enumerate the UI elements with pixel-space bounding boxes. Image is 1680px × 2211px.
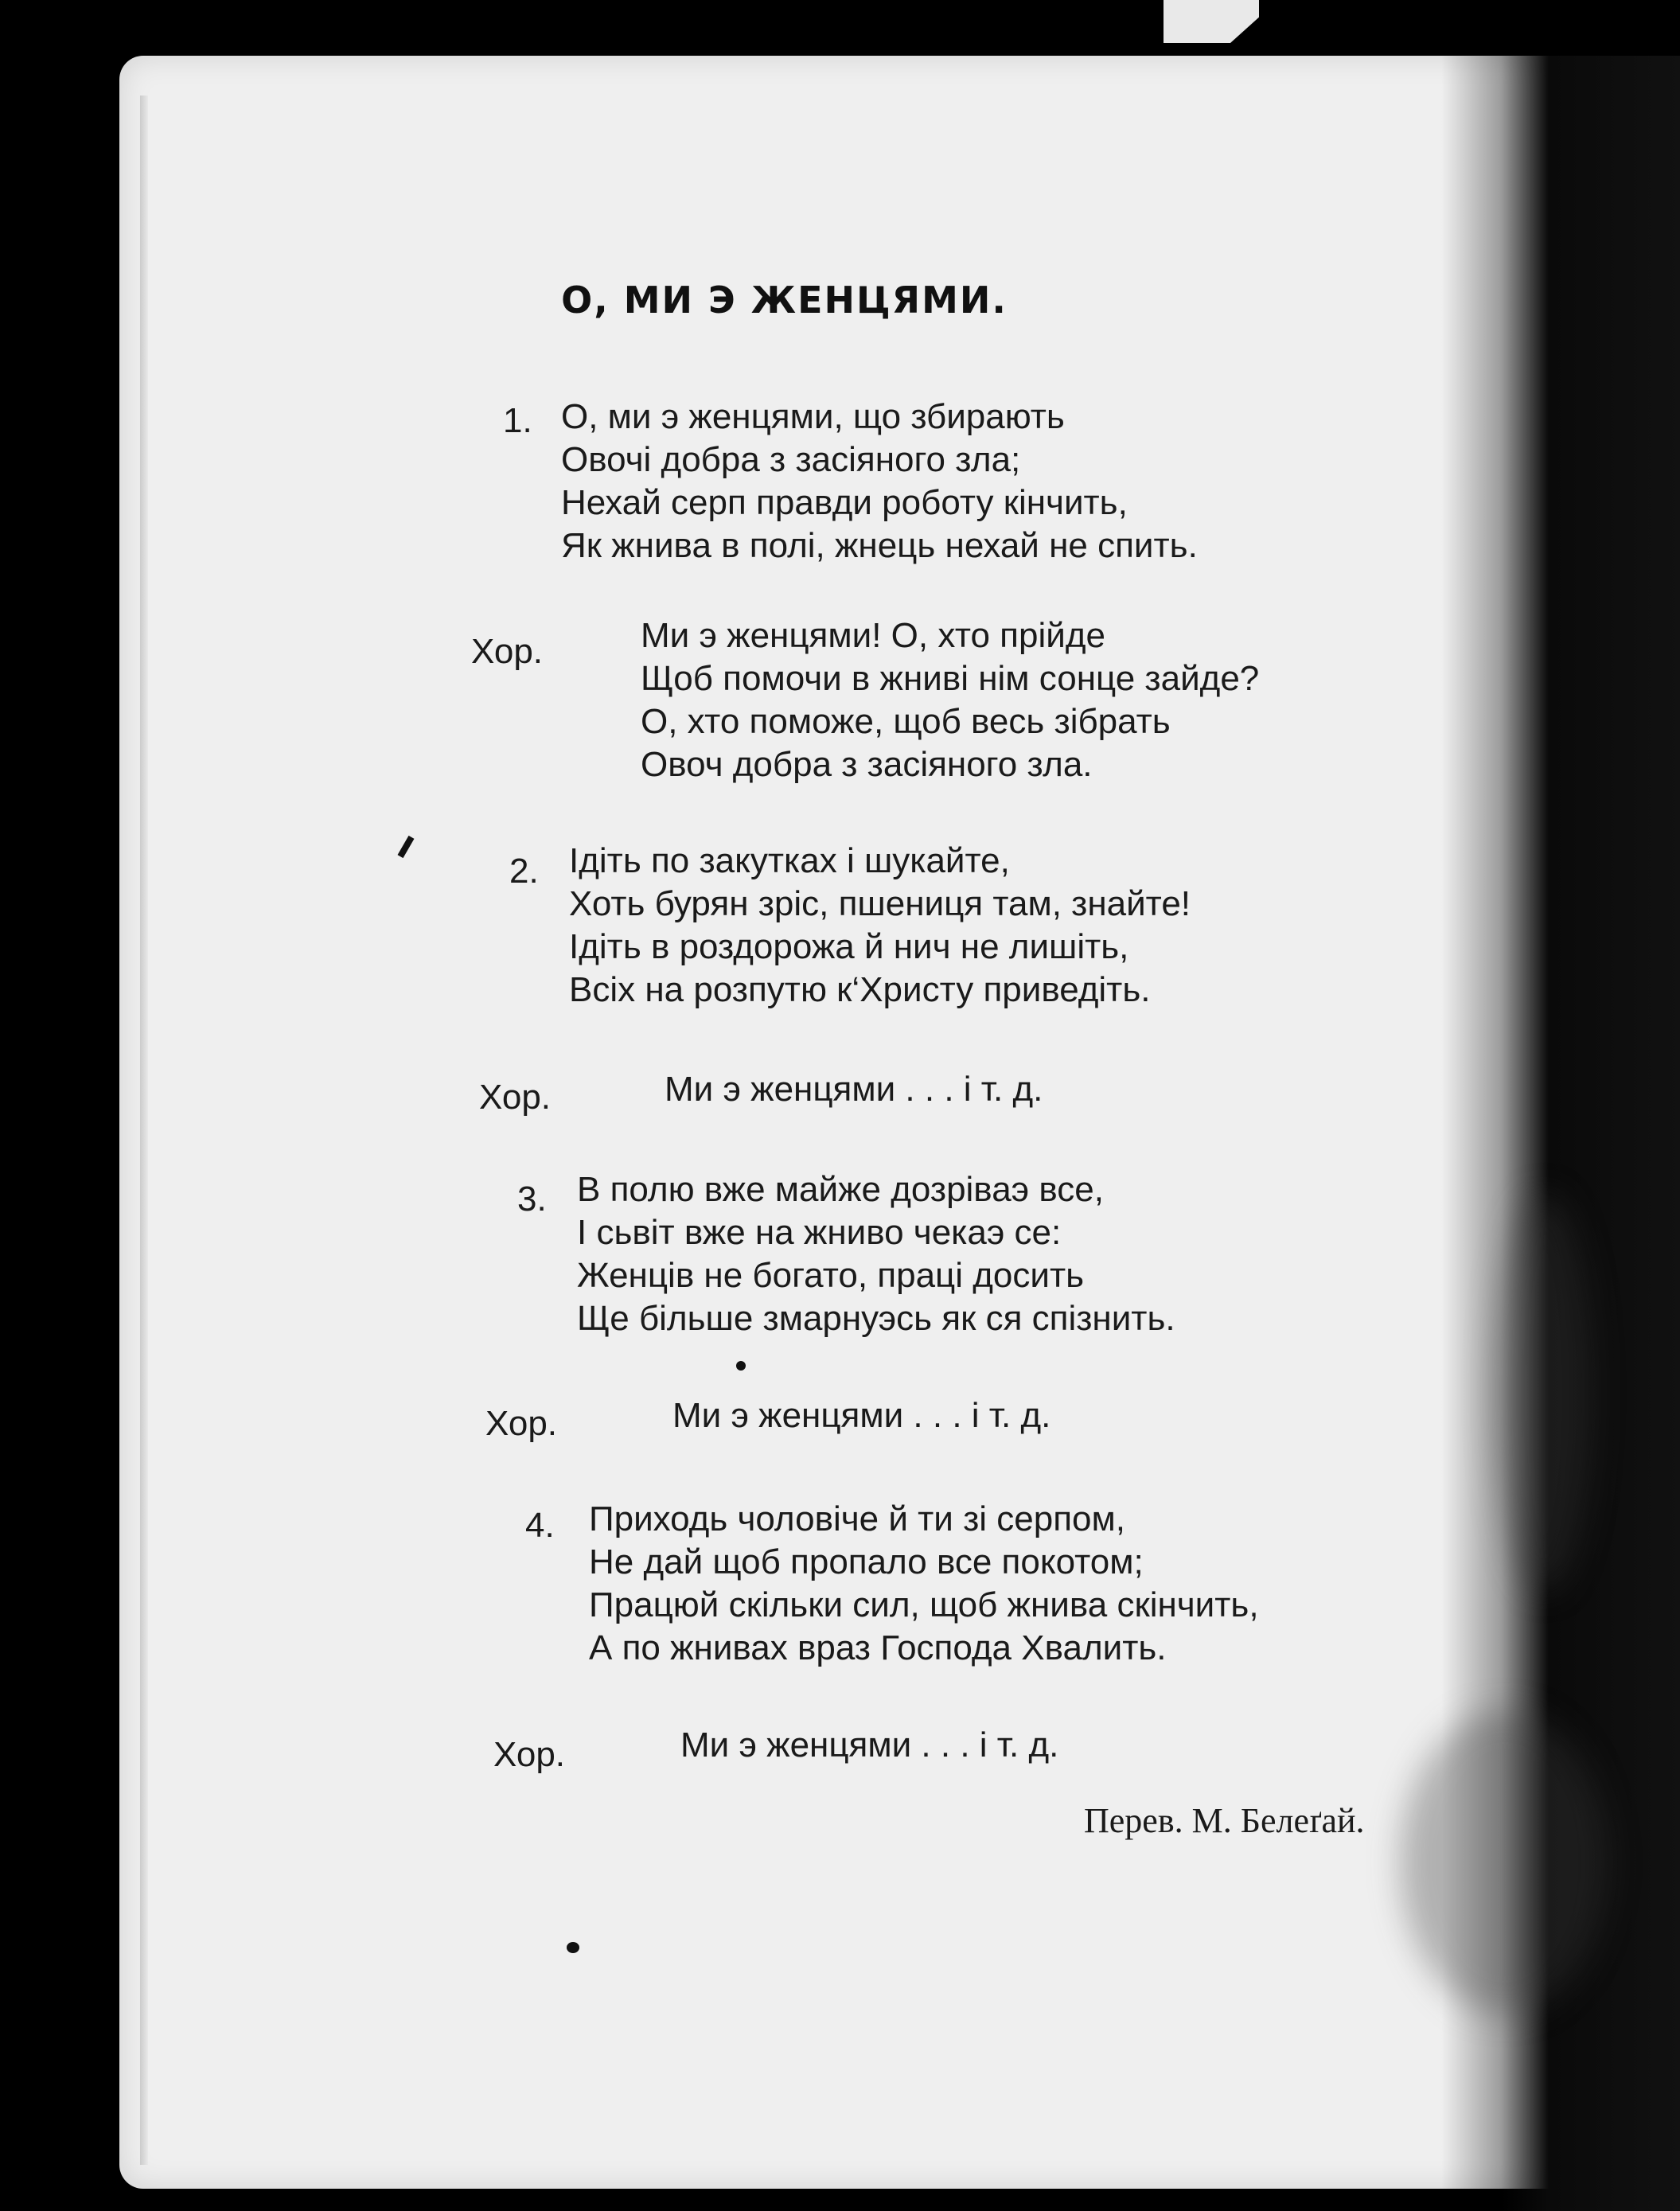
stanza-line: Нехай серп правди роботу кінчить, bbox=[561, 483, 1128, 522]
chorus-label: Хор. bbox=[471, 632, 544, 671]
chorus-line: Овоч добра з засіяного зла. bbox=[641, 745, 1093, 784]
page-edge bbox=[140, 96, 148, 2165]
chorus-label: Хор. bbox=[479, 1078, 552, 1117]
stanza-line: В полю вже майже дозріваэ все, bbox=[577, 1170, 1104, 1209]
stanza-line: Всіх на розпутю к‘Христу приведіть. bbox=[569, 970, 1151, 1009]
stanza-line: Приходь чоловіче й ти зі серпом, bbox=[589, 1499, 1125, 1538]
stanza-number: 2. bbox=[509, 852, 539, 891]
chorus-line: О, хто поможе, щоб весь зібрать bbox=[641, 702, 1171, 741]
translator-credit: Перев. М. Белеґай. bbox=[1084, 1801, 1365, 1840]
stanza-number: 1. bbox=[503, 401, 532, 440]
chorus-label: Хор. bbox=[493, 1735, 566, 1774]
chorus-refrain: Ми э женцями . . . і т. д. bbox=[672, 1396, 1051, 1435]
stanza bbox=[561, 396, 1198, 567]
chorus-refrain: Ми э женцями . . . і т. д. bbox=[680, 1726, 1059, 1765]
ink-mark bbox=[567, 1942, 579, 1953]
chorus bbox=[641, 614, 1259, 786]
ink-mark bbox=[736, 1361, 746, 1371]
stanza-line: О, ми э женцями, що збирають bbox=[561, 397, 1065, 436]
stanza-line: Хоть бурян зріс, пшениця там, знайте! bbox=[569, 884, 1191, 923]
stanza-number: 3. bbox=[517, 1180, 547, 1219]
stanza-line: Працюй скільки сил, щоб жнива скінчить, bbox=[589, 1585, 1259, 1624]
stanza-line: І сьвіт вже на жниво чекаэ се: bbox=[577, 1213, 1062, 1252]
stanza-line: Ідіть в роздорожа й нич не лишіть, bbox=[569, 927, 1129, 966]
stanza-line: Ідіть по закутках і шукайте, bbox=[569, 841, 1010, 880]
stanza bbox=[569, 840, 1191, 1012]
chorus-line: Ми э женцями! О, хто прійде bbox=[641, 616, 1105, 655]
stanza bbox=[589, 1498, 1259, 1670]
stanza-line: Як жнива в полі, жнець нехай не спить. bbox=[561, 526, 1198, 565]
page-title: О, МИ Э ЖЕНЦЯМИ. bbox=[561, 279, 1008, 322]
stanza-number: 4. bbox=[525, 1506, 555, 1545]
stanza-line: Овочі добра з засіяного зла; bbox=[561, 440, 1021, 479]
smudge bbox=[1401, 1711, 1608, 2014]
stanza-line: Ще більше змарнуэсь як ся спізнить. bbox=[577, 1299, 1175, 1338]
chorus-refrain: Ми э женцями . . . і т. д. bbox=[665, 1070, 1043, 1109]
stanza-line: А по жнивах враз Господа Хвалить. bbox=[589, 1628, 1167, 1667]
stanza-line: Женців не богато, праці досить bbox=[577, 1256, 1085, 1295]
stanza bbox=[577, 1168, 1175, 1340]
stanza-line: Не дай щоб пропало все покотом; bbox=[589, 1542, 1144, 1581]
document-page bbox=[119, 56, 1608, 2189]
chorus-label: Хор. bbox=[485, 1404, 558, 1443]
chorus-line: Щоб помочи в жниві нім сонце зайде? bbox=[641, 659, 1260, 698]
smudge bbox=[1496, 1194, 1592, 1592]
paper-tab bbox=[1164, 0, 1259, 43]
